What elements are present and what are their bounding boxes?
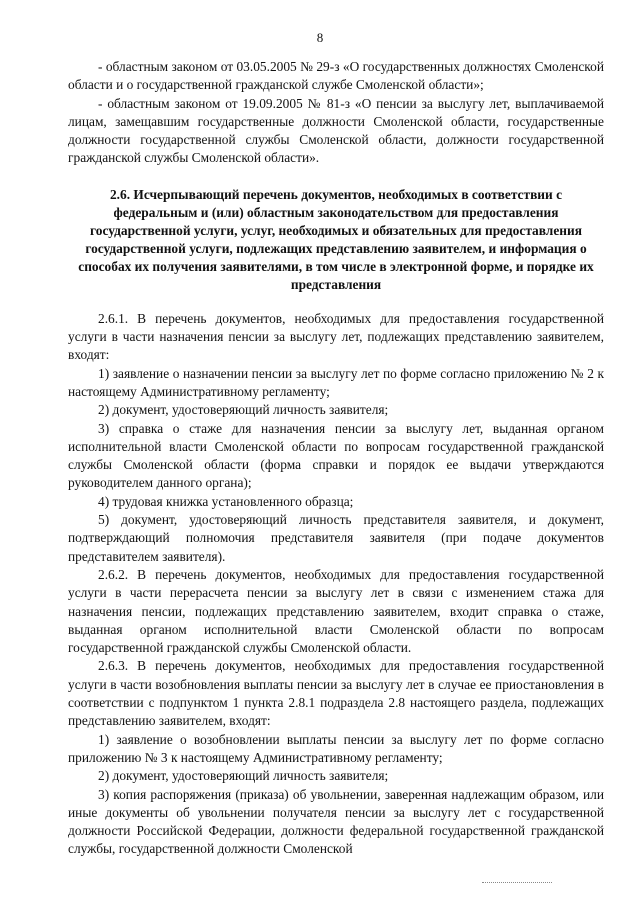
paragraph: 3) справка о стаже для назначения пенсии за выслугу лет, выданная органом исполнительной власти Смоленской области по вопросам государственной гражданской службы Смоленской области (форма справки и порядок ее выдачи утверждаются руководителем данного органа); <box>68 420 604 491</box>
paragraph: 2) документ, удостоверяющий личность заявителя; <box>98 768 389 784</box>
footer-divider <box>482 882 552 883</box>
paragraph: 2) документ, удостоверяющий личность заявителя; <box>98 402 389 418</box>
paragraph: 2.6.2. В перечень документов, необходимых для предоставления государственной услуги в части перерасчета пенсии за выслугу лет в связи с изменением стажа для назначения пенсии, подлежащих представлению заявителем, входит справка о стаже, выданная органом исполнительной власти Смоленской области по вопросам государственной гражданской службы Смоленской области. <box>68 566 604 656</box>
paragraph: 3) копия распоряжения (приказа) об увольнении, заверенная надлежащим образом, или иные документы об увольнении получателя пенсии за выслугу лет с государственной должности Российской Федерации, должности федеральной государственной гражданской службы, государственной должности Смоленской <box>68 786 604 857</box>
paragraph: 4) трудовая книжка установленного образца; <box>98 493 354 509</box>
intro-item: - областным законом от 19.09.2005 № 81-з «О пенсии за выслугу лет, выплачиваемой лицам, замещавшим государственные должности Смоленской области, государственные должности государственной службы Смоленской области, должности государственной гражданской службы Смоленской области». <box>68 95 604 166</box>
paragraph: 2.6.3. В перечень документов, необходимых для предоставления государственной услуги в части возобновления выплаты пенсии за выслугу лет в случае ее приостановления в соответствии с подпунктом 1 пункта 2.8.1 подраздела 2.8 настоящего раздела, подлежащих представлению заявителем, входят: <box>68 658 604 729</box>
document-body <box>68 58 604 859</box>
section-heading: 2.6. Исчерпывающий перечень документов, необходимых в соответствии с федеральным и (или) областным законодательством для предоставления государственной услуги, услуг, необходимых и обязательных для предоставления государственной услуги, подлежащих представлению заявителем, и информация о способах их получения заявителями, в том числе в электронной форме, и порядке их представления <box>78 186 594 292</box>
paragraph: 5) документ, удостоверяющий личность представителя заявителя, и документ, подтверждающий полномочия представителя заявителя (при подаче документов представителем заявителя). <box>68 512 604 564</box>
paragraph: 2.6.1. В перечень документов, необходимых для предоставления государственной услуги в части назначения пенсии за выслугу лет, подлежащих представлению заявителем, входят: <box>68 310 604 363</box>
page-number: 8 <box>316 30 324 45</box>
paragraph: 1) заявление о возобновлении выплаты пенсии за выслугу лет по форме согласно приложению № 3 к настоящему Административному регламенту; <box>68 731 604 765</box>
paragraph: 1) заявление о назначении пенсии за выслугу лет по форме согласно приложению № 2 к настоящему Административному регламенту; <box>68 365 604 399</box>
intro-item: - областным законом от 03.05.2005 № 29-з «О государственных должностях Смоленской области и о государственной гражданской службе Смоленской области»; <box>68 59 604 93</box>
